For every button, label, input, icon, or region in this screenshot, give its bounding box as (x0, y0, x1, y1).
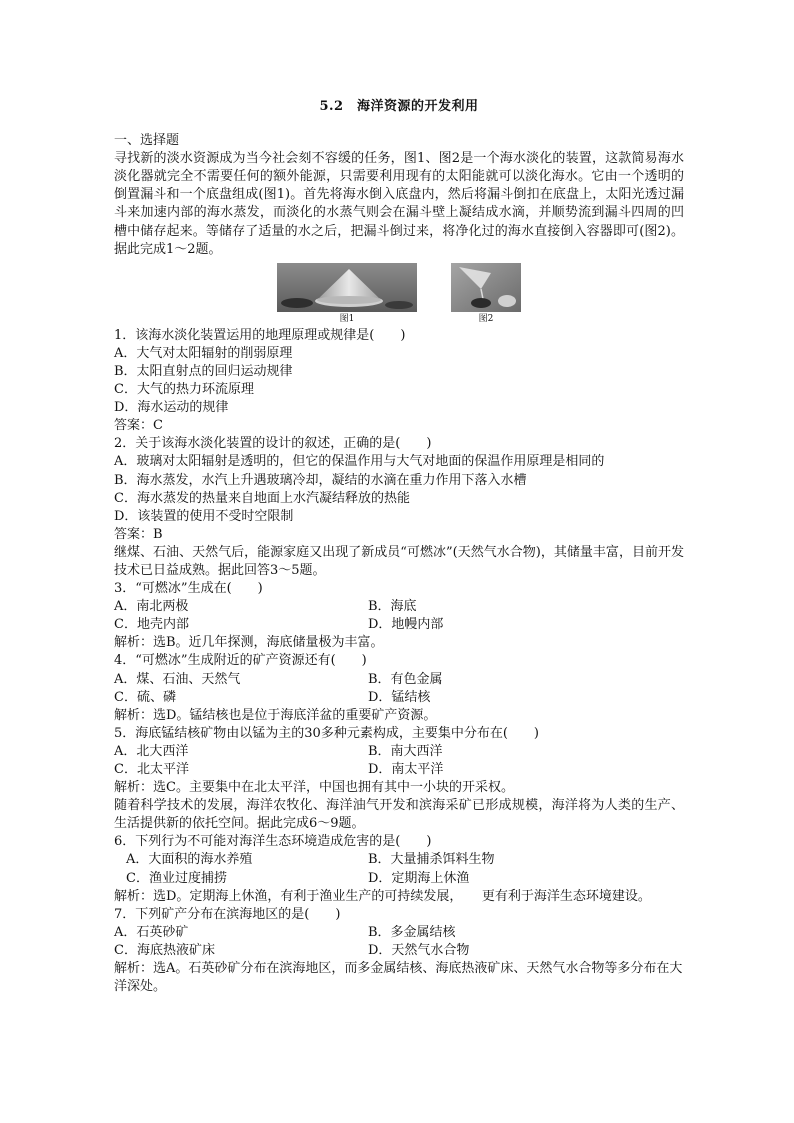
question-3-option-b: B．海底 (368, 599, 417, 615)
question-5-option-d: D．南太平洋 (368, 762, 444, 777)
question-2-option-c: C．海水蒸发的热量来自地面上水汽凝结释放的热能 (114, 490, 410, 506)
question-2-option-d: D．该装置的使用不受时空限制 (114, 508, 294, 524)
question-7-options-row-2 (114, 942, 684, 960)
question-3-answer: 解析：选B。近几年探测，海底储量极为丰富。 (114, 635, 384, 651)
question-1-stem: 1．该海水淡化装置运用的地理原理或规律是( ) (114, 327, 406, 343)
question-3-options-row-2 (114, 616, 684, 634)
question-6-option-c: C．渔业过度捕捞 (126, 870, 227, 886)
question-7-option-d: D．天然气水合物 (368, 942, 470, 958)
question-6-option-d: D．定期海上休渔 (368, 870, 470, 886)
question-4-options-row-2 (114, 689, 684, 707)
question-4-option-d: D．锰结核 (368, 689, 431, 705)
question-5-options-row-1 (114, 743, 684, 761)
figure-1 (277, 263, 417, 325)
question-1-answer: 答案：C (114, 418, 163, 434)
question-3-option-a: A．南北两极 (114, 599, 189, 615)
question-5-option-a: A．北大西洋 (114, 743, 189, 759)
question-1-option-b: B．太阳直射点的回归运动规律 (114, 363, 293, 379)
question-1-option-a: A．大气对太阳辐射的削弱原理 (114, 345, 293, 361)
question-3-option-c: C．地壳内部 (114, 617, 189, 633)
question-5-options-row-2 (114, 761, 684, 779)
question-6-answer: 解析：选D。定期海上休渔，有利于渔业生产的可持续发展， 更有利于海洋生态环境建设。 (114, 888, 651, 904)
figure-1-caption: 图1 (339, 313, 355, 324)
question-4-answer: 解析：选D。锰结核也是位于海底洋盆的重要矿产资源。 (114, 707, 437, 723)
question-7-option-a: A．石英砂矿 (114, 924, 189, 940)
question-6-stem: 6．下列行为不可能对海洋生态环境造成危害的是( ) (114, 834, 432, 850)
question-1-option-d: D．海水运动的规律 (114, 400, 229, 416)
question-6-options-row-1 (114, 851, 684, 869)
question-7-option-b: B．多金属结核 (368, 924, 456, 940)
figure-1-image (277, 263, 417, 312)
question-3-option-d: D．地幔内部 (368, 617, 444, 633)
question-6-options-row-2 (114, 870, 684, 888)
question-7-option-c: C．海底热液矿床 (114, 942, 215, 958)
document-page (114, 98, 684, 996)
question-2-option-a: A．玻璃对太阳辐射是透明的，但它的保温作用与大气对地面的保温作用原理是相同的 (114, 454, 605, 470)
figure-2-image (451, 263, 521, 312)
question-2-option-b: B．海水蒸发，水汽上升遇玻璃冷却，凝结的水滴在重力作用下落入水槽 (114, 472, 527, 488)
question-6-option-b: B．大量捕杀饵料生物 (368, 852, 495, 868)
section-heading: 一、选择题 (114, 133, 180, 149)
question-4-option-c: C．硫、磷 (114, 689, 176, 705)
question-5-option-b: B．南大西洋 (368, 743, 443, 759)
intro-paragraph-3: 随着科学技术的发展，海洋农牧化、海洋油气开发和滨海采矿已形成规模，海洋将为人类的生产、生活提供新的依托空间。据此完成6～9题。 (114, 798, 684, 832)
question-4-option-a: A．煤、石油、天然气 (114, 671, 241, 687)
intro-paragraph-2: 继煤、石油、天然气后，能源家庭又出现了新成员“可燃冰”(天然气水合物)，其储量丰富，目前开发技术已日益成熟。据此回答3～5题。 (114, 544, 684, 578)
figure-2 (451, 263, 521, 325)
question-2-stem: 2．关于该海水淡化装置的设计的叙述，正确的是( ) (114, 436, 432, 452)
figure-2-caption: 图2 (478, 313, 494, 324)
figures-row (114, 263, 684, 325)
question-2-answer: 答案：B (114, 526, 163, 542)
question-1-option-c: C．大气的热力环流原理 (114, 382, 254, 398)
question-7-answer: 解析：选A。石英砂矿分布在滨海地区，而多金属结核、海底热液矿床、天然气水合物等多分布在大洋深处。 (114, 961, 683, 995)
question-7-options-row-1 (114, 924, 684, 942)
question-4-stem: 4．“可燃冰”生成附近的矿产资源还有( ) (114, 653, 367, 669)
question-4-options-row-1 (114, 671, 684, 689)
question-7-stem: 7．下列矿产分布在滨海地区的是( ) (114, 906, 341, 922)
question-6-option-a: A．大面积的海水养殖 (126, 852, 253, 868)
question-3-stem: 3．“可燃冰”生成在( ) (114, 581, 263, 597)
page-title: 5.2 海洋资源的开发利用 (319, 99, 479, 114)
question-4-option-b: B．有色金属 (368, 671, 443, 687)
question-5-stem: 5．海底锰结核矿物由以锰为主的30多种元素构成，主要集中分布在( ) (114, 725, 539, 741)
question-5-answer: 解析：选C。主要集中在北太平洋，中国也拥有其中一小块的开采权。 (114, 780, 514, 796)
intro-paragraph-1: 寻找新的淡水资源成为当今社会刻不容缓的任务，图1、图2是一个海水淡化的装置，这款简易海水淡化器就完全不需要任何的额外能源，只需要利用现有的太阳能就可以淡化海水。它由一个透明的倒置漏斗和一个底盘组成(图1)。首先将海水倒入底盘内，然后将漏斗倒扣在底盘上，太阳光透过漏斗来加速内部的海水蒸发，而淡化的水蒸气则会在漏斗壁上凝结成水滴，并顺势流到漏斗四周的凹槽中储存起来。等储存了适量的水之后，把漏斗倒过来，将净化过的海水直接倒入容器即可(图2)。据此完成1～2题。 (114, 151, 684, 257)
question-3-options-row-1 (114, 598, 684, 616)
question-5-option-c: C．北太平洋 (114, 762, 189, 777)
